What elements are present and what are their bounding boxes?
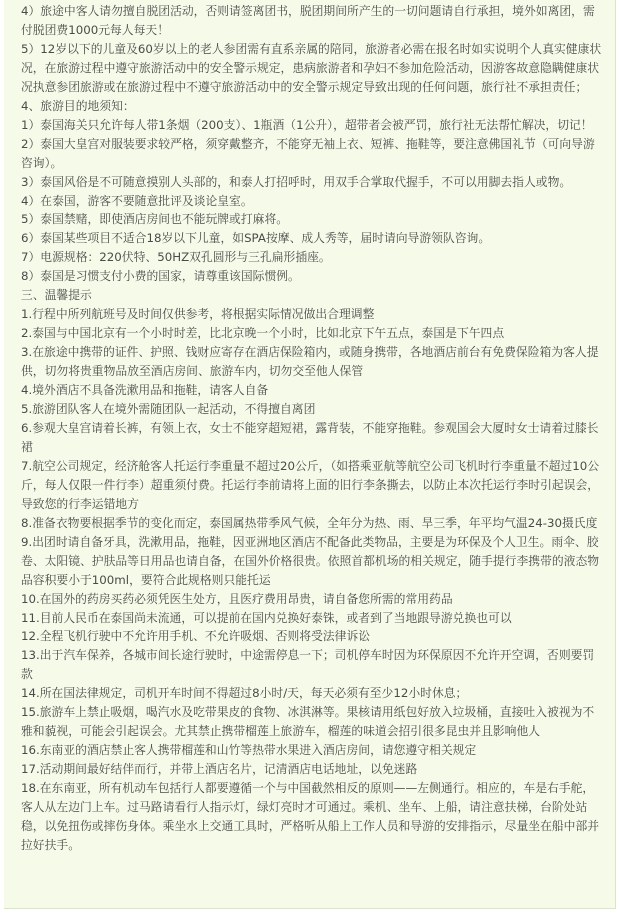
text-line: 5.旅游团队客人在境外需随团队一起活动，不得擅自离团 bbox=[21, 402, 316, 417]
text-line: 4）在泰国，游客不要随意批评及谈论皇室。 bbox=[21, 193, 253, 208]
text-line: 16.东南亚的酒店禁止客人携带榴莲和山竹等热带水果进入酒店房间，请您遵守相关规定 bbox=[21, 743, 477, 758]
text-line: 3）泰国风俗是不可随意摸别人头部的，和泰人打招呼时，用双手合掌取代握手，不可以用脚去指人或物。 bbox=[21, 174, 572, 189]
text-line: 17.活动期间最好结伴而行，并带上酒店名片，记清酒店电话地址，以免迷路 bbox=[21, 762, 418, 777]
text-line: 8）泰国是习惯支付小费的国家，请尊重该国际惯例。 bbox=[21, 269, 300, 284]
notice-panel bbox=[4, 0, 616, 909]
text-line: 5）12岁以下的儿童及60岁以上的老人参团需有直系亲属的陪同，旅游者必需在报名时如实说明个人真实健康状况，在旅游过程中遵守旅游活动中的安全警示规定，患病旅游者和孕妇不参加危险活动，因游客故意隐瞒健康状况执意参团旅游或在旅游过程中不遵守旅游活动中的安全警示规定导致出现的任何问题，旅行社不承担责任； bbox=[21, 41, 602, 94]
text-line: 6.参观大皇宫请着长裤，有领上衣，女士不能穿超短裙，露背装，不能穿拖鞋。参观国会大厦时女士请着过膝长裙 bbox=[21, 420, 599, 454]
text-line: 4.境外酒店不具备洗漱用品和拖鞋，请客人自备 bbox=[21, 383, 269, 398]
text-line: 5）泰国禁赌，即使酒店房间也不能玩牌或打麻将。 bbox=[21, 212, 289, 227]
text-line: 12.全程飞机行驶中不允许用手机、不允许吸烟、否则将受法律诉讼 bbox=[21, 629, 371, 644]
text-line: 1）泰国海关只允许每人带1条烟（200支）、1瓶酒（1公升），超带者会被严罚，旅行社无法帮忙解决，切记！ bbox=[21, 117, 593, 132]
text-line: 18.在东南亚，所有机动车包括行人都要遵循一个与中国截然相反的原则——左侧通行。相应的，车是右手舵，客人从左边门上车。过马路请看行人指示灯，绿灯亮时才可通过。乘机、坐车、上船，请注意扶梯，台阶处站稳，以免扭伤或摔伤身体。乘坐水上交通工具时，严格听从船上工作人员和导游的安排指示，尽量坐在船中部并拉好扶手。 bbox=[21, 781, 600, 852]
text-line: 10.在国外的药房买药必须凭医生处方，且医疗费用昂贵，请自备您所需的常用药品 bbox=[21, 591, 453, 606]
text-line: 14.所在国法律规定，司机开车时间不得超过8小时/天，每天必须有至少12小时休息； bbox=[21, 686, 468, 701]
text-line: 15.旅游车上禁止吸烟，喝汽水及吃带果皮的食物、冰淇淋等。果核请用纸包好放入垃圾桶，直接吐入被视为不雅和藐视，可能会引起误会。尤其禁止携带榴莲上旅游车，榴莲的味道会招引很多昆虫并且影响他人 bbox=[21, 705, 595, 739]
section-heading: 4、旅游目的地须知： bbox=[21, 98, 135, 113]
text-line: 4）旅途中客人请勿擅自脱团活动，否则请签离团书，脱团期间所产生的一切问题请自行承担，境外如离团，需付脱团费1000元每人每天！ bbox=[21, 4, 595, 37]
text-line: 9.出团时请自备牙具，洗漱用品，拖鞋，因亚洲地区酒店不配备此类物品，主要是为环保及个人卫生。雨伞、胶卷、太阳镜、护肤品等日用品也请自备，在国外价格很贵。依照首都机场的相关规定，随手提行李携带的液态物品容积要小于100ml，要符合此规格则只能托运 bbox=[21, 534, 600, 587]
text-line: 7.航空公司规定，经济舱客人托运行李重量不超过20公斤，（如搭乘亚航等航空公司飞机时行李重量不超过10公斤，每人仅限一件行李）超重须付费。托运行李前请将上面的旧行李条撕去，以防止本次托运行李时引起误会，导致您的行李运错地方 bbox=[21, 458, 600, 511]
text-line: 8.准备衣物要根据季节的变化而定，泰国属热带季风气候，全年分为热、雨、旱三季，年平均气温24-30摄氏度 bbox=[21, 515, 598, 530]
text-line: 7）电源规格：220伏特、50HZ双孔圆形与三孔扁形插座。 bbox=[21, 250, 331, 265]
text-line: 2.泰国与中国北京有一个小时时差，比北京晚一个小时，比如北京下午五点，泰国是下午四点 bbox=[21, 326, 505, 341]
section-heading: 三、温馨提示 bbox=[21, 288, 92, 303]
text-line: 6）泰国某些项目不适合18岁以下儿童，如SPA按摩、成人秀等，届时请向导游领队咨询。 bbox=[21, 231, 491, 246]
text-line: 1.行程中所列航班号及时间仅供参考，将根据实际情况做出合理调整 bbox=[21, 307, 375, 322]
text-line: 11.目前人民币在泰国尚未流通，可以提前在国内兑换好泰铢，或者到了当地跟导游兑换也可以 bbox=[21, 610, 512, 625]
text-line: 2）泰国大皇宫对服装要求较严格，须穿戴整齐，不能穿无袖上衣、短裤、拖鞋等，要注意佛国礼节（可向导游咨询）。 bbox=[21, 136, 595, 170]
text-line: 3.在旅途中携带的证件、护照、钱财应寄存在酒店保险箱内，或随身携带，各地酒店前台有免费保险箱为客人提供，切勿将贵重物品放至酒店房间、旅游车内，切勿交至他人保管 bbox=[21, 345, 599, 379]
text-line: 13.出于汽车保养，各城市间长途行驶时，中途需停息一下；司机停车时因为环保原因不允许开空调，否则要罚款 bbox=[21, 648, 595, 682]
